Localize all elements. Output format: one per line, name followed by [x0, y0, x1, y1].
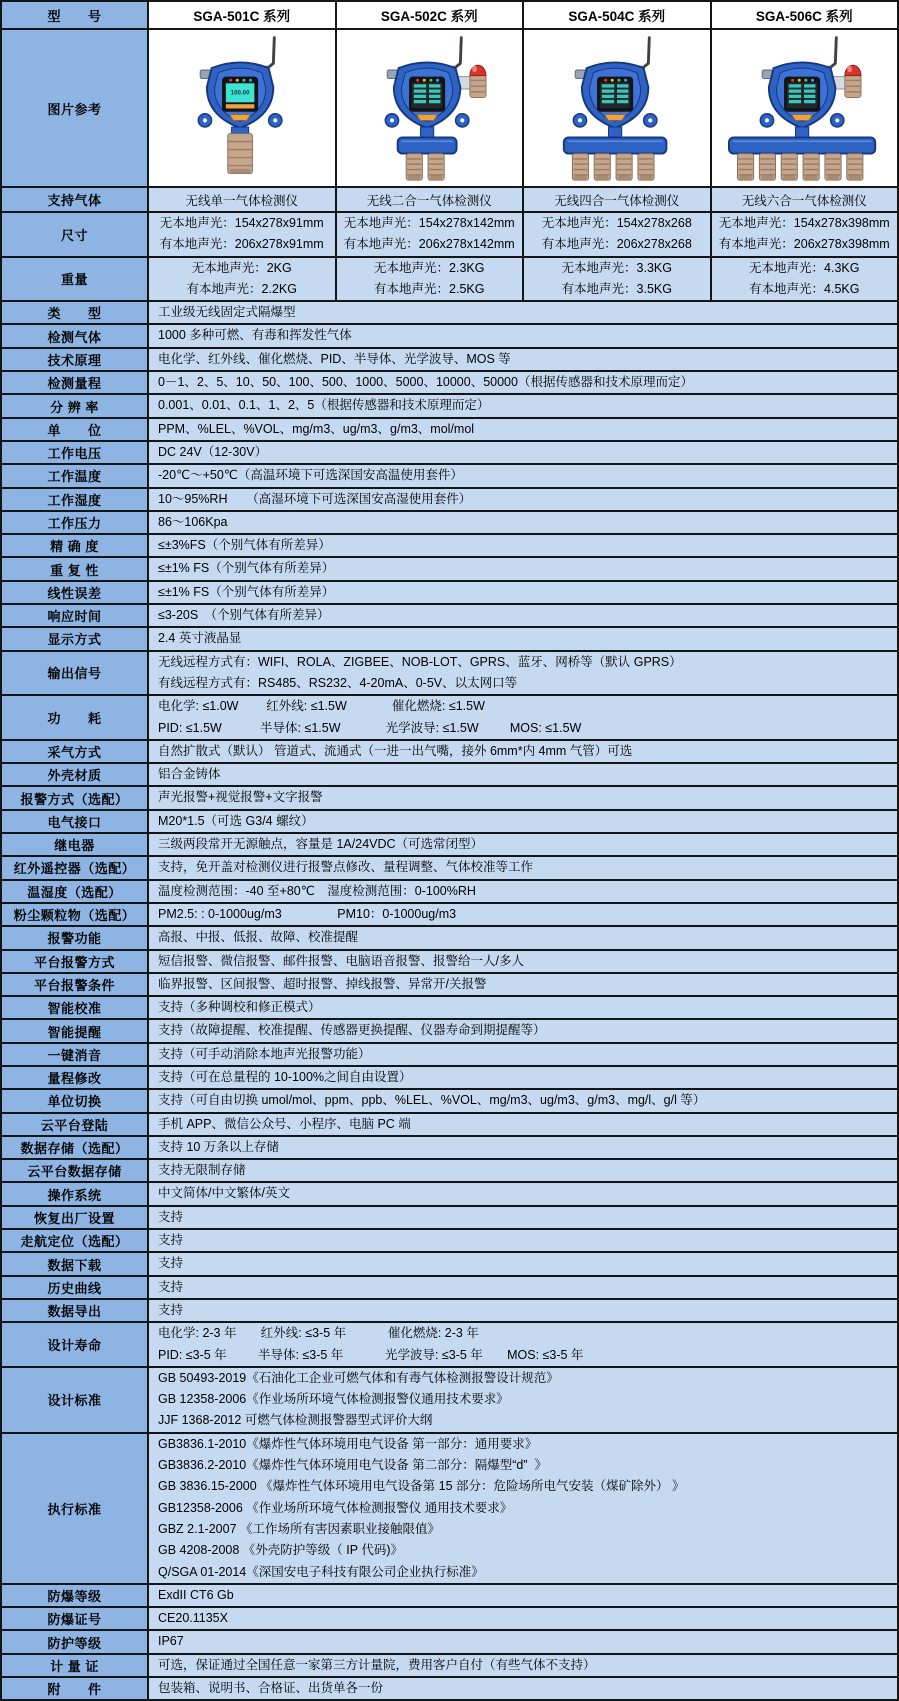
spec-row — [2, 1323, 899, 1368]
weight-row-label: 重量 — [2, 258, 149, 303]
spec-row — [2, 325, 899, 348]
weight-sga-502c: 无本地声光：2.3KG 有本地声光：2.5KG — [337, 258, 525, 303]
spec-row-label: 继电器 — [2, 834, 149, 857]
size-sga-502c: 无本地声光：154x278x142mm 有本地声光：206x278x142mm — [337, 213, 525, 258]
product-image-sga-504c — [524, 30, 712, 188]
spec-row-label: 类 型 — [2, 302, 149, 325]
spec-row-value: 支持（多种调校和修正模式） — [149, 997, 899, 1020]
spec-row-label: 防爆证号 — [2, 1608, 149, 1631]
spec-row — [2, 1585, 899, 1608]
spec-row-value: 支持 10 万条以上存储 — [149, 1137, 899, 1160]
product-image-sga-506c — [712, 30, 899, 188]
spec-row-label: 走航定位（选配） — [2, 1230, 149, 1253]
spec-row-label: 防护等级 — [2, 1631, 149, 1654]
spec-row-label: 量程修改 — [2, 1067, 149, 1090]
spec-row-value: 0－1、2、5、10、50、100、500、1000、5000、10000、50000（根据传感器和技术原理而定） — [149, 372, 899, 395]
spec-row-label: 平台报警条件 — [2, 974, 149, 997]
spec-row-value: 86～106Kpa — [149, 512, 899, 535]
spec-row-label: 检测气体 — [2, 325, 149, 348]
spec-row-value: DC 24V（12-30V） — [149, 442, 899, 465]
size-sga-501c: 无本地声光：154x278x91mm 有本地声光：206x278x91mm — [149, 213, 337, 258]
spec-row-label: 线性误差 — [2, 582, 149, 605]
spec-row-label: 单 位 — [2, 419, 149, 442]
spec-row-label: 显示方式 — [2, 628, 149, 651]
weight-sga-504c: 无本地声光：3.3KG 有本地声光：3.5KG — [524, 258, 712, 303]
spec-row-label: 设计标准 — [2, 1368, 149, 1434]
spec-row — [2, 741, 899, 764]
spec-row — [2, 881, 899, 904]
spec-row — [2, 764, 899, 787]
spec-row-label: 报警功能 — [2, 927, 149, 950]
spec-row-label: 功 耗 — [2, 696, 149, 741]
spec-row — [2, 1277, 899, 1300]
supported-gas-label: 支持气体 — [2, 188, 149, 213]
supported-gas-sga-504c: 无线四合一气体检测仪 — [524, 188, 712, 213]
spec-row-label: 云平台登陆 — [2, 1114, 149, 1137]
spec-row — [2, 1300, 899, 1323]
spec-row-label: 粉尘颗粒物（选配） — [2, 904, 149, 927]
spec-row-label: 红外遥控器（选配） — [2, 857, 149, 880]
spec-row-value: ≤±1% FS（个别气体有所差异） — [149, 582, 899, 605]
spec-row-label: 恢复出厂设置 — [2, 1207, 149, 1230]
spec-row-label: 一键消音 — [2, 1044, 149, 1067]
spec-row-label: 数据下载 — [2, 1253, 149, 1276]
weight-sga-501c: 无本地声光：2KG 有本地声光：2.2KG — [149, 258, 337, 303]
spec-row-label: 设计寿命 — [2, 1323, 149, 1368]
spec-row-label: 工作湿度 — [2, 489, 149, 512]
spec-row — [2, 512, 899, 535]
spec-row — [2, 951, 899, 974]
spec-row-label: 历史曲线 — [2, 1277, 149, 1300]
spec-row-value: 支持 — [149, 1230, 899, 1253]
spec-row-value: GB 50493-2019《石油化工企业可燃气体和有毒气体检测报警设计规范》 GB 12358-2006《作业场所环境气体检测报警仪通用技术要求》 JJF 1368-2012 可燃气体检测报警器型式评价大纲 — [149, 1368, 899, 1434]
spec-row-value: 自然扩散式（默认） 管道式、流通式（一进一出气嘴，接外 6mm*内 4mm 气管）可选 — [149, 741, 899, 764]
spec-row-value: 三级两段常开无源触点，容量是 1A/24VDC（可选常闭型） — [149, 834, 899, 857]
spec-row-label: 智能校准 — [2, 997, 149, 1020]
spec-row — [2, 535, 899, 558]
spec-row-label: 技术原理 — [2, 349, 149, 372]
spec-row-value: 电化学、红外线、催化燃烧、PID、半导体、光学波导、MOS 等 — [149, 349, 899, 372]
weight-sga-506c: 无本地声光：4.3KG 有本地声光：4.5KG — [712, 258, 899, 303]
spec-row-value: 可选，保证通过全国任意一家第三方计量院，费用客户自付（有些气体不支持） — [149, 1655, 899, 1678]
spec-row-value: 无线远程方式有：WIFI、ROLA、ZIGBEE、NOB-LOT、GPRS、蓝牙、网桥等（默认 GPRS） 有线远程方式有：RS485、RS232、4-20mA、0-5V、以太网口等 — [149, 652, 899, 697]
spec-row-label: 采气方式 — [2, 741, 149, 764]
spec-row-label: 响应时间 — [2, 605, 149, 628]
spec-row-value: 支持（故障提醒、校准提醒、传感器更换提醒、仪器寿命到期提醒等） — [149, 1020, 899, 1043]
supported-gas-sga-502c: 无线二合一气体检测仪 — [337, 188, 525, 213]
spec-row — [2, 605, 899, 628]
spec-row — [2, 1230, 899, 1253]
spec-row — [2, 1678, 899, 1701]
spec-row-label: 智能提醒 — [2, 1020, 149, 1043]
spec-row — [2, 1160, 899, 1183]
spec-row — [2, 1090, 899, 1113]
spec-row-label: 防爆等级 — [2, 1585, 149, 1608]
spec-row-label: 重 复 性 — [2, 558, 149, 581]
spec-row-value: 声光报警+视觉报警+文字报警 — [149, 787, 899, 810]
product-image-sga-501c — [149, 30, 337, 188]
spec-row — [2, 1253, 899, 1276]
supported-gas-row — [2, 188, 899, 213]
spec-row-label: 精 确 度 — [2, 535, 149, 558]
spec-row — [2, 696, 899, 741]
spec-row-label: 输出信号 — [2, 652, 149, 697]
spec-row — [2, 1608, 899, 1631]
weight-row — [2, 258, 899, 303]
header-model-label: 型 号 — [2, 2, 149, 30]
size-sga-504c: 无本地声光：154x278x268 有本地声光：206x278x268 — [524, 213, 712, 258]
spec-row-value: 2.4 英寸液晶显 — [149, 628, 899, 651]
spec-row — [2, 857, 899, 880]
spec-row-value: 温度检测范围：-40 至+80℃ 湿度检测范围：0-100%RH — [149, 881, 899, 904]
spec-row-value: M20*1.5（可选 G3/4 螺纹） — [149, 811, 899, 834]
spec-row-value: 短信报警、微信报警、邮件报警、电脑语音报警、报警给一人/多人 — [149, 951, 899, 974]
spec-row-value: 手机 APP、微信公众号、小程序、电脑 PC 端 — [149, 1114, 899, 1137]
spec-row — [2, 489, 899, 512]
spec-row-value: 0.001、0.01、0.1、1、2、5（根据传感器和技术原理而定） — [149, 395, 899, 418]
spec-row-value: 包装箱、说明书、合格证、出货单各一份 — [149, 1678, 899, 1701]
spec-row-label: 分 辨 率 — [2, 395, 149, 418]
spec-row — [2, 1020, 899, 1043]
spec-row-value: 中文简体/中文繁体/英文 — [149, 1183, 899, 1206]
spec-row-label: 工作电压 — [2, 442, 149, 465]
spec-row-label: 数据存储（选配） — [2, 1137, 149, 1160]
spec-row-value: 支持 — [149, 1207, 899, 1230]
spec-row-value: 临界报警、区间报警、超时报警、掉线报警、异常开/关报警 — [149, 974, 899, 997]
spec-row — [2, 372, 899, 395]
spec-row — [2, 974, 899, 997]
spec-row-value: ≤±3%FS（个别气体有所差异） — [149, 535, 899, 558]
product-image-sga-502c — [337, 30, 525, 188]
spec-row-value: 支持（可自由切换 umol/mol、ppm、ppb、%LEL、%VOL、mg/m3、ug/m3、g/m3、mg/l、g/l 等） — [149, 1090, 899, 1113]
spec-row-label: 工作温度 — [2, 465, 149, 488]
spec-row-value: 支持（可手动消除本地声光报警功能） — [149, 1044, 899, 1067]
spec-row-label: 平台报警方式 — [2, 951, 149, 974]
spec-row-value: PM2.5: : 0-1000ug/m3 PM10：0-1000ug/m3 — [149, 904, 899, 927]
spec-row-value: 支持 — [149, 1277, 899, 1300]
spec-row — [2, 1368, 899, 1434]
spec-row-label: 操作系统 — [2, 1183, 149, 1206]
spec-row — [2, 1044, 899, 1067]
spec-row-value: 支持（可在总量程的 10-100%之间自由设置） — [149, 1067, 899, 1090]
spec-row — [2, 1114, 899, 1137]
spec-row-value: PPM、%LEL、%VOL、mg/m3、ug/m3、g/m3、mol/mol — [149, 419, 899, 442]
spec-row-label: 计 量 证 — [2, 1655, 149, 1678]
spec-row — [2, 628, 899, 651]
header-model-sga-501c: SGA-501C 系列 — [149, 2, 337, 30]
header-model-sga-504c: SGA-504C 系列 — [524, 2, 712, 30]
spec-row — [2, 787, 899, 810]
spec-row-label: 外壳材质 — [2, 764, 149, 787]
spec-row-label: 报警方式（选配） — [2, 787, 149, 810]
svg-text:100.00: 100.00 — [230, 90, 249, 97]
spec-row — [2, 927, 899, 950]
spec-row — [2, 997, 899, 1020]
spec-row-value: 支持无限制存储 — [149, 1160, 899, 1183]
sga-504c-detector-illustration — [529, 32, 705, 184]
spec-row — [2, 465, 899, 488]
spec-row-value: 电化学: 2-3 年 红外线: ≤3-5 年 催化燃烧: 2-3 年 PID: ≤3-5 年 半导体: ≤3-5 年 光学波导: ≤3-5 年 MOS: ≤3-5 年 — [149, 1323, 899, 1368]
spec-row-value: 10～95%RH （高湿环境下可选深国安高湿使用套件） — [149, 489, 899, 512]
spec-row — [2, 1067, 899, 1090]
spec-row-label: 云平台数据存储 — [2, 1160, 149, 1183]
spec-row — [2, 652, 899, 697]
spec-row-value: 高报、中报、低报、故障、校准提醒 — [149, 927, 899, 950]
spec-row — [2, 904, 899, 927]
header-model-sga-506c: SGA-506C 系列 — [712, 2, 899, 30]
spec-row — [2, 442, 899, 465]
spec-row-value: CE20.1135X — [149, 1608, 899, 1631]
spec-row — [2, 1207, 899, 1230]
spec-row-label: 单位切换 — [2, 1090, 149, 1113]
sga-502c-detector-illustration — [341, 32, 517, 184]
size-row — [2, 213, 899, 258]
sga-506c-detector-illustration — [716, 32, 892, 184]
image-row-label: 图片参考 — [2, 30, 149, 188]
spec-row-label: 执行标准 — [2, 1434, 149, 1585]
size-sga-506c: 无本地声光：154x278x398mm 有本地声光：206x278x398mm — [712, 213, 899, 258]
spec-row-value: 电化学: ≤1.0W 红外线: ≤1.5W 催化燃烧: ≤1.5W PID: ≤1.5W 半导体: ≤1.5W 光学波导: ≤1.5W MOS: ≤1.5W — [149, 696, 899, 741]
spec-row — [2, 834, 899, 857]
sga-501c-detector-illustration — [154, 32, 330, 184]
spec-row — [2, 419, 899, 442]
spec-row-label: 工作压力 — [2, 512, 149, 535]
supported-gas-sga-506c: 无线六合一气体检测仪 — [712, 188, 899, 213]
spec-row-label: 检测量程 — [2, 372, 149, 395]
spec-row-value: 工业级无线固定式隔爆型 — [149, 302, 899, 325]
spec-row-value: ≤±1% FS（个别气体有所差异） — [149, 558, 899, 581]
spec-row-value: ≤3-20S （个别气体有所差异） — [149, 605, 899, 628]
spec-row — [2, 558, 899, 581]
spec-row — [2, 1655, 899, 1678]
spec-row — [2, 349, 899, 372]
spec-row-label: 温湿度（选配） — [2, 881, 149, 904]
size-row-label: 尺寸 — [2, 213, 149, 258]
spec-row-value: 铝合金铸体 — [149, 764, 899, 787]
spec-row — [2, 1631, 899, 1654]
spec-row — [2, 395, 899, 418]
spec-row — [2, 811, 899, 834]
spec-row-value: ExdII CT6 Gb — [149, 1585, 899, 1608]
spec-row-value: 支持 — [149, 1253, 899, 1276]
spec-row-label: 数据导出 — [2, 1300, 149, 1323]
header-model-sga-502c: SGA-502C 系列 — [337, 2, 525, 30]
spec-row-value: IP67 — [149, 1631, 899, 1654]
spec-row — [2, 1137, 899, 1160]
spec-row — [2, 1434, 899, 1585]
table-header-row — [2, 2, 899, 30]
spec-row-value: -20℃～+50℃（高温环境下可选深国安高温使用套件） — [149, 465, 899, 488]
supported-gas-sga-501c: 无线单一气体检测仪 — [149, 188, 337, 213]
spec-rows-container — [2, 302, 899, 1701]
spec-row — [2, 302, 899, 325]
spec-row-label: 电气接口 — [2, 811, 149, 834]
spec-row-value: GB3836.1-2010《爆炸性气体环境用电气设备 第一部分：通用要求》 GB3836.2-2010《爆炸性气体环境用电气设备 第二部分：隔爆型“d” 》 GB 3836.15-2000 《爆炸性气体环境用电气设备第 15 部分：危险场所电气安装（煤矿除外） 》 GB12358-2006 《作业场所环境气体检测报警仪 通用技术要求》 GBZ 2.1-2007 《工作场所有害因素职业接触限值》 GB 4208-2008 《外壳防护等级（ IP 代码)》 Q/SGA 01-2014《深国安电子科技有限公司企业执行标准》 — [149, 1434, 899, 1585]
spec-row-label: 附 件 — [2, 1678, 149, 1701]
spec-row-value: 支持 — [149, 1300, 899, 1323]
image-row — [2, 30, 899, 188]
spec-row — [2, 582, 899, 605]
spec-row — [2, 1183, 899, 1206]
spec-row-value: 1000 多种可燃、有毒和挥发性气体 — [149, 325, 899, 348]
spec-row-value: 支持，免开盖对检测仪进行报警点修改、量程调整、气体校准等工作 — [149, 857, 899, 880]
